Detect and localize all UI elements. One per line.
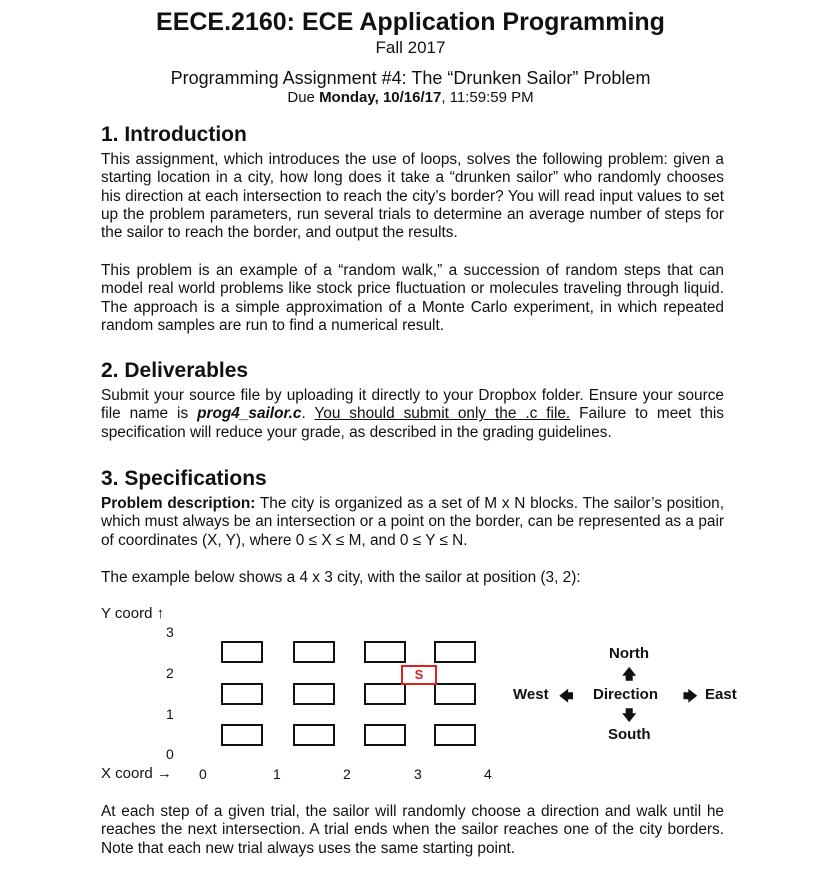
city-block bbox=[221, 724, 263, 746]
due-date bbox=[0, 89, 821, 106]
compass-south: South bbox=[608, 726, 651, 743]
left-arrow-icon: 🡄 bbox=[559, 688, 574, 704]
x-axis-label: X coord → bbox=[101, 765, 172, 782]
y-tick: 0 bbox=[166, 746, 174, 762]
due-prefix: Due bbox=[287, 89, 315, 106]
deliverables-text-a: Submit your source file by uploading it directly to your Dropbox folder. Ensure your source file name is bbox=[101, 387, 724, 423]
compass-center: Direction bbox=[593, 686, 659, 703]
right-arrow-icon: 🡆 bbox=[683, 688, 698, 704]
source-filename: prog4_sailor.c bbox=[197, 405, 302, 423]
y-tick: 2 bbox=[166, 665, 174, 681]
down-arrow-icon: 🡇 bbox=[622, 707, 637, 723]
city-block bbox=[434, 724, 476, 746]
intro-paragraph-2: This problem is an example of a “random walk,” a succession of random steps that can model real world problems like stock price fluctuation or molecules traveling through liquid. The approach is a simple approximation of a Monte Carlo experiment, in which repeated random samples are run to find a numerical result. bbox=[101, 262, 724, 334]
deliverables-text-b: . bbox=[301, 405, 315, 423]
city-block bbox=[364, 641, 406, 663]
x-tick: 0 bbox=[199, 766, 207, 782]
city-block bbox=[293, 641, 335, 663]
term: Fall 2017 bbox=[375, 38, 446, 57]
city-block bbox=[293, 724, 335, 746]
example-intro: The example below shows a 4 x 3 city, with the sailor at position (3, 2): bbox=[101, 569, 581, 586]
compass-east: East bbox=[705, 686, 737, 703]
problem-description-label: Problem description: bbox=[101, 495, 256, 512]
deliverables-paragraph bbox=[101, 387, 724, 442]
x-tick: 3 bbox=[414, 766, 422, 782]
compass-west: West bbox=[513, 686, 549, 703]
x-tick: 4 bbox=[484, 766, 492, 782]
deliverables-heading: 2. Deliverables bbox=[101, 359, 249, 382]
y-tick: 3 bbox=[166, 624, 174, 640]
problem-description-text: The city is organized as a set of M x N blocks. The sailor’s position, which must always be an intersection or a point on the border, can be represented as a pair of coordinates (X, Y), where 0 ≤ X ≤ M, and 0 ≤ Y ≤ N. bbox=[101, 495, 724, 549]
up-arrow-icon: 🡅 bbox=[622, 666, 637, 682]
city-block bbox=[221, 641, 263, 663]
city-block bbox=[364, 683, 406, 705]
submit-only-c-note: You should submit only the .c file. bbox=[314, 405, 571, 423]
compass-north: North bbox=[609, 645, 649, 662]
course-title: EECE.2160: ECE Application Programming bbox=[156, 8, 665, 36]
intro-paragraph-1: This assignment, which introduces the use of loops, solves the following problem: given a starting location in a city, how long does it take a “drunken sailor” who randomly chooses his direction at each intersection to reach the city’s border? You will read input values to set up the problem parameters, run several trials to determine an average number of steps for the sailor to reach the border, and output the results. bbox=[101, 151, 724, 242]
city-block bbox=[434, 683, 476, 705]
specs-heading: 3. Specifications bbox=[101, 467, 267, 490]
city-block bbox=[364, 724, 406, 746]
sailor-marker: S bbox=[401, 665, 437, 685]
city-block bbox=[221, 683, 263, 705]
assignment-title: Programming Assignment #4: The “Drunken Sailor” Problem bbox=[170, 68, 651, 88]
due-time: , 11:59:59 PM bbox=[441, 89, 534, 106]
x-tick: 1 bbox=[273, 766, 281, 782]
problem-description bbox=[101, 495, 724, 550]
deliverables-text-c: Failure to meet this specification will reduce your grade, as described in the grading guidelines. bbox=[101, 405, 724, 441]
x-tick: 2 bbox=[343, 766, 351, 782]
y-axis-label: Y coord ↑ bbox=[101, 605, 165, 622]
trial-description: At each step of a given trial, the sailor will randomly choose a direction and walk until he reaches the next intersection. A trial ends when the sailor reaches one of the city borders. Note that each new trial always uses the same starting point. bbox=[101, 803, 724, 857]
city-block bbox=[434, 641, 476, 663]
due-day: Monday, 10/16/17 bbox=[319, 89, 442, 106]
intro-heading: 1. Introduction bbox=[101, 123, 247, 146]
city-block bbox=[293, 683, 335, 705]
y-tick: 1 bbox=[166, 706, 174, 722]
